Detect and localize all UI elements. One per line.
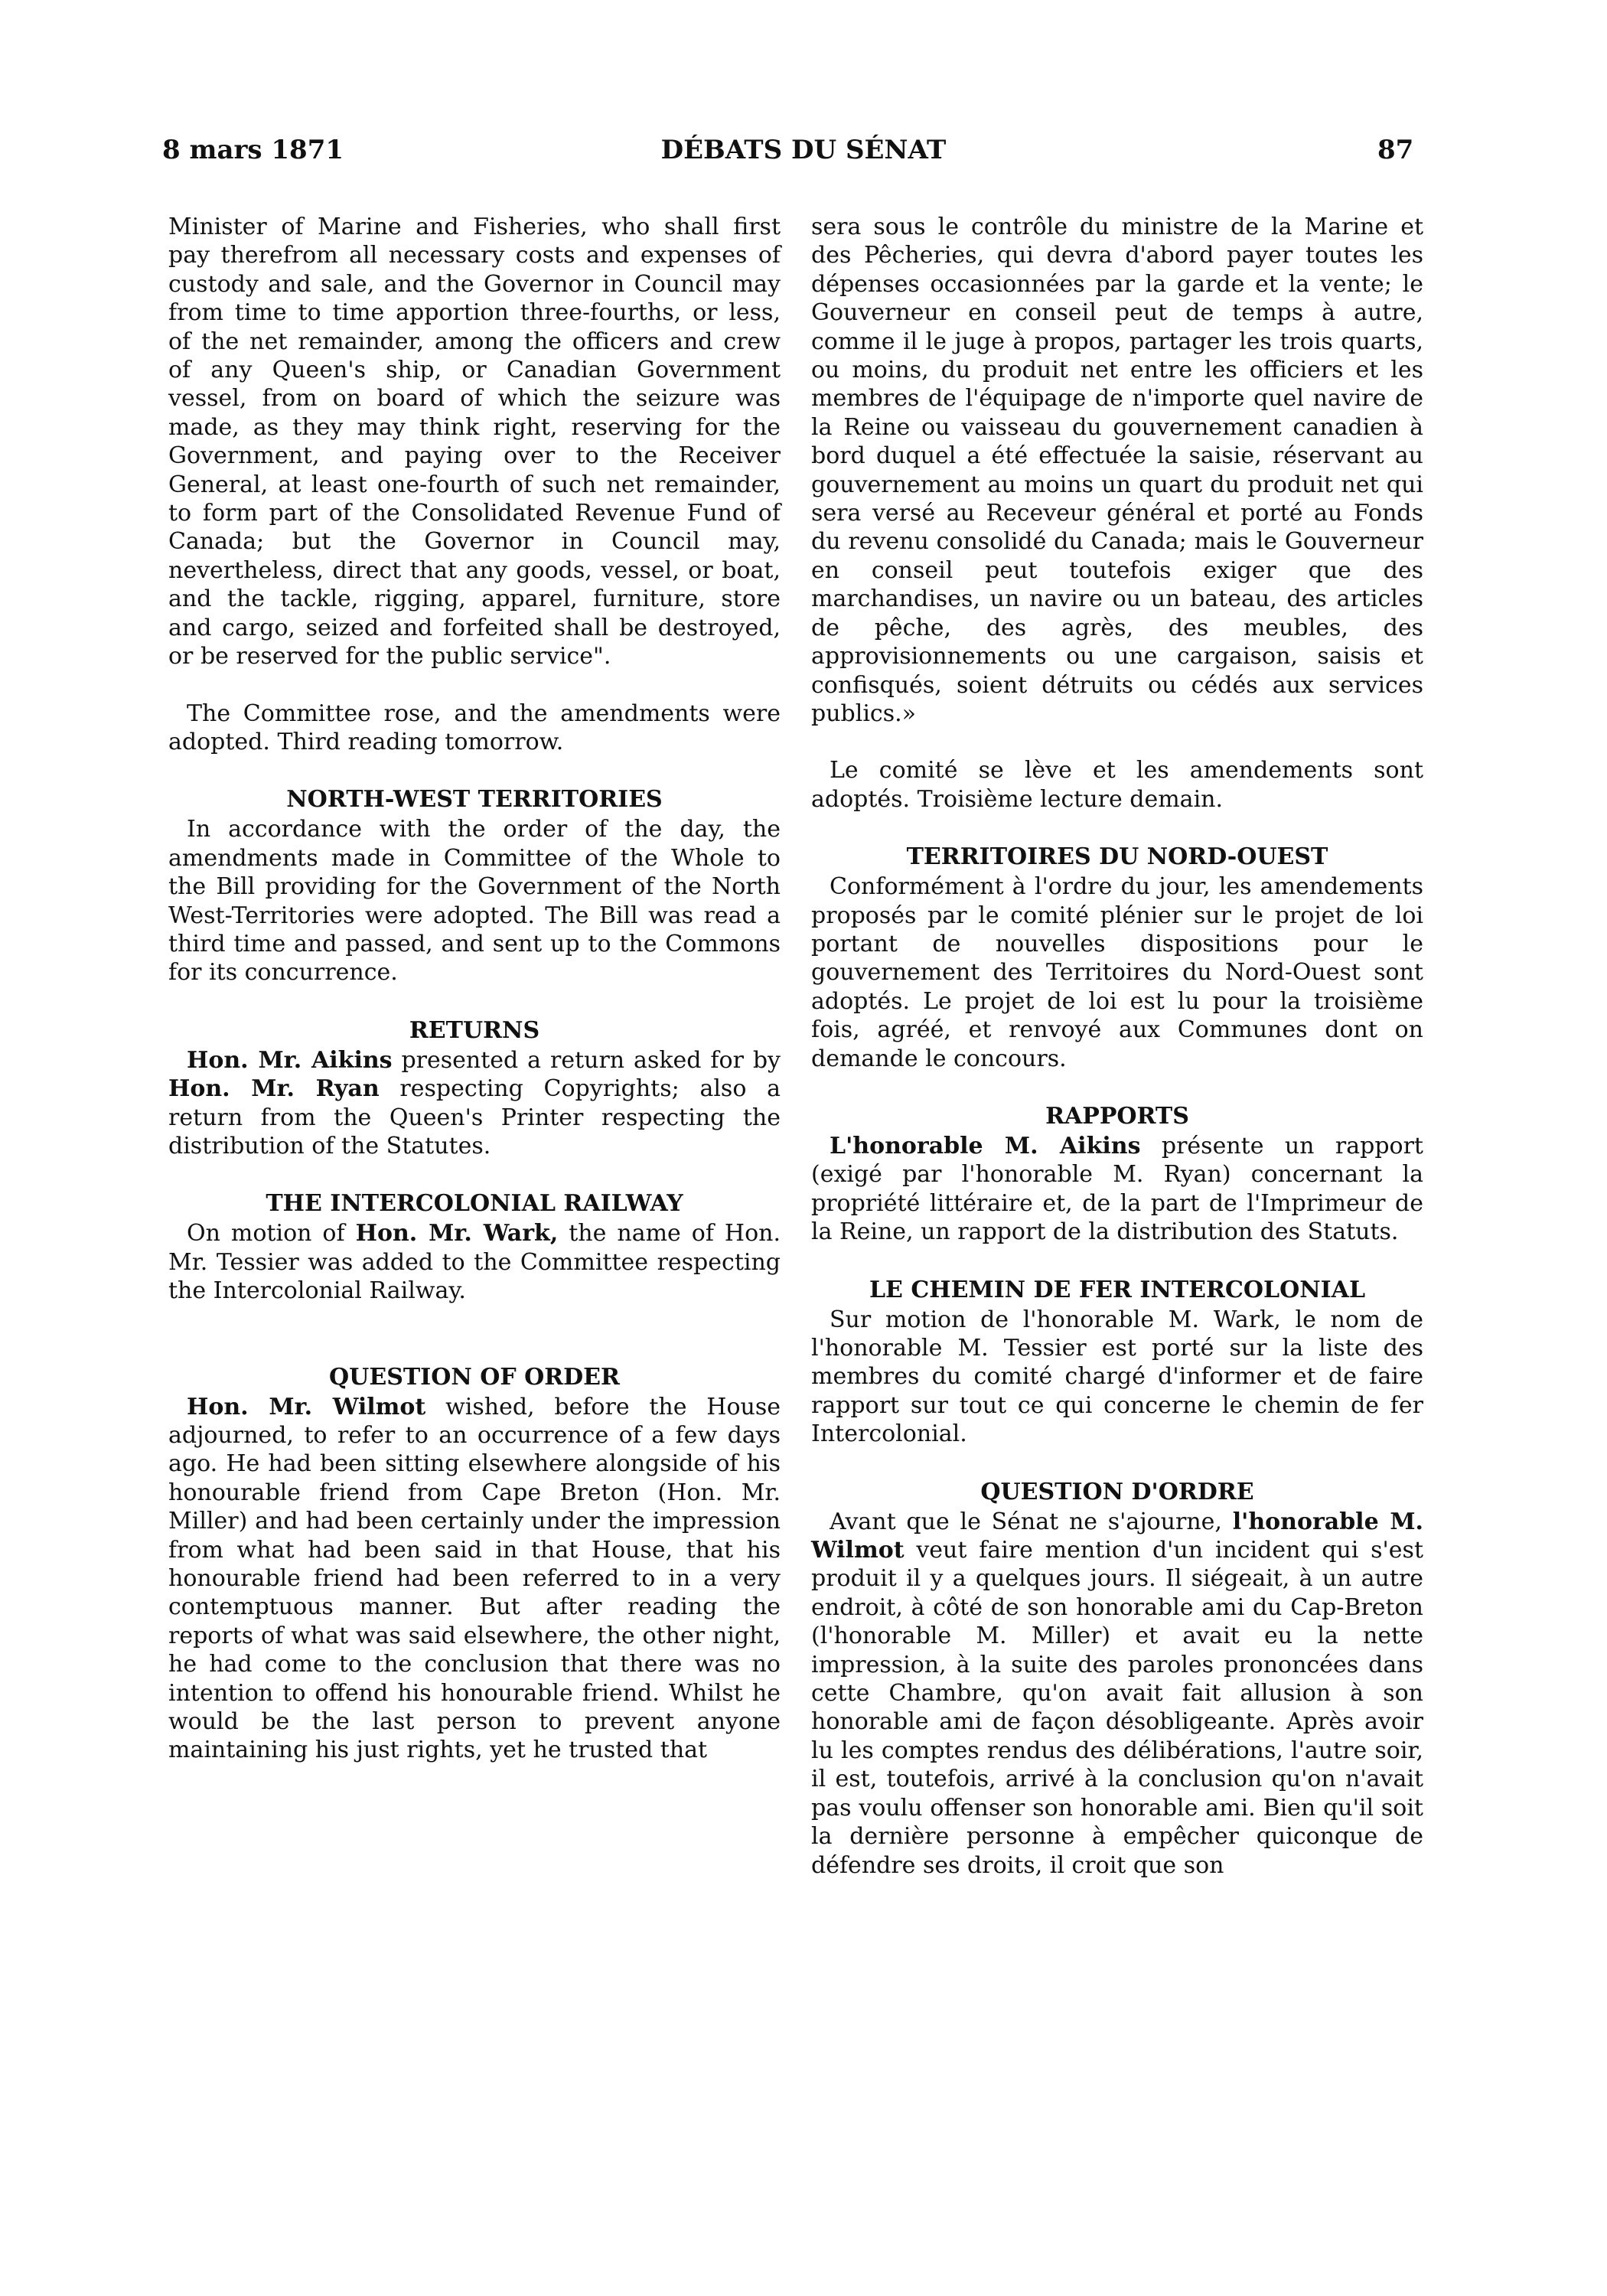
page-header [0,135,1607,173]
fr-paragraph-3: Conformément à l'ordre du jour, les amendements proposés par le comité plénier sur le projet de loi portant de nouvelles dispositions pour le gouvernement des Territoires du Nord-Ouest sont adoptés. Le projet de loi est lu pour la troisième fois, agréé, et renvoyé aux Communes dont on demande le concours. [811,873,1423,1072]
fr-paragraph-2: Le comité se lève et les amendements sont adoptés. Troisième lecture demain. [811,757,1423,813]
en-heading-northwest: NORTH-WEST TERRITORIES [286,786,663,814]
en-heading-returns: RETURNS [409,1016,540,1044]
page-number: 87 [1377,135,1414,165]
fr-heading-question-ordre: QUESTION D'ORDRE [980,1478,1254,1505]
en-paragraph-4: Hon. Mr. Aikins presented a return asked for by Hon. Mr. Ryan respecting Copyrights; also a return from the Queen's Printer respecting the distribution of the Statutes. [168,1046,781,1159]
en-paragraph-3: In accordance with the order of the day, the amendments made in Committee of the Whole to the Bill providing for the Government of the North West-Territories were adopted. The Bill was read a third time and passed, and sent up to the Commons for its concurrence. [168,816,781,987]
en-paragraph-1: Minister of Marine and Fisheries, who shall first pay therefrom all necessary costs and expenses of custody and sale, and the Governor in Council may from time to time apportion three-fourths, or less, of the net remainder, among the officers and crew of any Queen's ship, or Canadian Government vessel, from on board of which the seizure was made, as they may think right, reserving for the Government, and paying over to the Receiver General, at least one-fourth of such net remainder, to form part of the Consolidated Revenue Fund of Canada; but the Governor in Council may, nevertheless, direct that any goods, vessel, or boat, and the tackle, rigging, apparel, furniture, store and cargo, seized and forfeited shall be destroyed, or be reserved for the public service". [168,214,781,670]
en-speaker-wilmot: Hon. Mr. Wilmot [187,1393,426,1420]
fr-paragraph-6: Avant que le Sénat ne s'ajourne, l'honorable M. Wilmot veut faire mention d'un incident qui s'est produit il y a quelques jours. Il siégeait, à un autre endroit, à côté de son honorable ami du Cap-Breton (l'honorable M. Miller) et avait eu la nette impression, à la suite des paroles prononcées dans cette Chambre, qu'on avait fait allusion à son honorable ami de façon désobligeante. Après avoir lu les comptes rendus des délibérations, l'autre soir, il est, toutefois, arrivé à la conclusion qu'on n'avait pas voulu offenser son honorable ami. Bien qu'il soit la dernière personne à empêcher quiconque de défendre ses droits, il croit que son [811,1508,1423,1879]
en-paragraph-5: On motion of Hon. Mr. Wark, the name of Hon. Mr. Tessier was added to the Committee respecting the Intercolonial Railway. [168,1220,781,1305]
en-heading-question-order: QUESTION OF ORDER [329,1363,620,1391]
fr-heading-rapports: RAPPORTS [1045,1102,1189,1130]
fr-heading-intercolonial: LE CHEMIN DE FER INTERCOLONIAL [869,1276,1366,1303]
fr-paragraph-5: Sur motion de l'honorable M. Wark, le nom de l'honorable M. Tessier est porté sur la liste des membres du comité chargé d'informer et de faire rapport sur tout ce qui concerne le chemin de fer Intercolonial. [811,1306,1423,1448]
english-column [168,213,781,1765]
en-paragraph-6: Hon. Mr. Wilmot wished, before the House adjourned, to refer to an occurrence of a few days ago. He had been sitting elsewhere alongside of his honourable friend from Cape Breton (Hon. Mr. Miller) and had been certainly under the impression from what had been said in that House, that his honourable friend had been referred to in a very contemptuous manner. But after reading the reports of what was said elsewhere, the other night, he had come to the conclusion that there was no intention to offend his honourable friend. Whilst he would be the last person to prevent anyone maintaining his just rights, yet he trusted that [168,1393,781,1764]
en-paragraph-2: The Committee rose, and the amendments were adopted. Third reading tomorrow. [168,700,781,755]
fr-speaker-wilmot: l'honorable M. Wilmot [811,1508,1423,1564]
fr-paragraph-1: sera sous le contrôle du ministre de la Marine et des Pêcheries, qui devra d'abord payer toutes les dépenses occasionnées par la garde et la vente; le Gouverneur en conseil peut de temps à autre, comme il le juge à propos, partager les trois quarts, ou moins, du produit net entre les officiers et les membres de l'équipage de n'importe quel navire de la Reine ou vaisseau du gouvernement canadien à bord duquel a été effectuée la saisie, réservant au gouvernement au moins un quart du produit net qui sera versé au Receveur général et porté au Fonds du revenu consolidé du Canada; mais le Gouverneur en conseil peut toutefois exiger que des marchandises, un navire ou un bateau, des articles de pêche, des agrès, des meubles, des approvisionnements ou une cargaison, saisis et confisqués, soient détruits ou cédés aux services publics.» [811,214,1423,727]
header-date: 8 mars 1871 [162,135,344,165]
header-title: DÉBATS DU SÉNAT [660,135,947,165]
fr-heading-nordouest: TERRITOIRES DU NORD-OUEST [906,843,1328,871]
en-heading-intercolonial: THE INTERCOLONIAL RAILWAY [266,1190,683,1218]
french-column [811,213,1423,1880]
en-speaker-wark: Hon. Mr. Wark, [355,1220,559,1247]
fr-speaker-aikins: L'honorable M. Aikins [830,1132,1141,1159]
en-speaker-aikins: Hon. Mr. Aikins [187,1046,393,1074]
fr-paragraph-4: L'honorable M. Aikins présente un rapport (exigé par l'honorable M. Ryan) concernant la propriété littéraire et, de la part de l'Imprimeur de la Reine, un rapport de la distribution des Statuts. [811,1132,1423,1246]
en-speaker-ryan: Hon. Mr. Ryan [168,1075,380,1103]
